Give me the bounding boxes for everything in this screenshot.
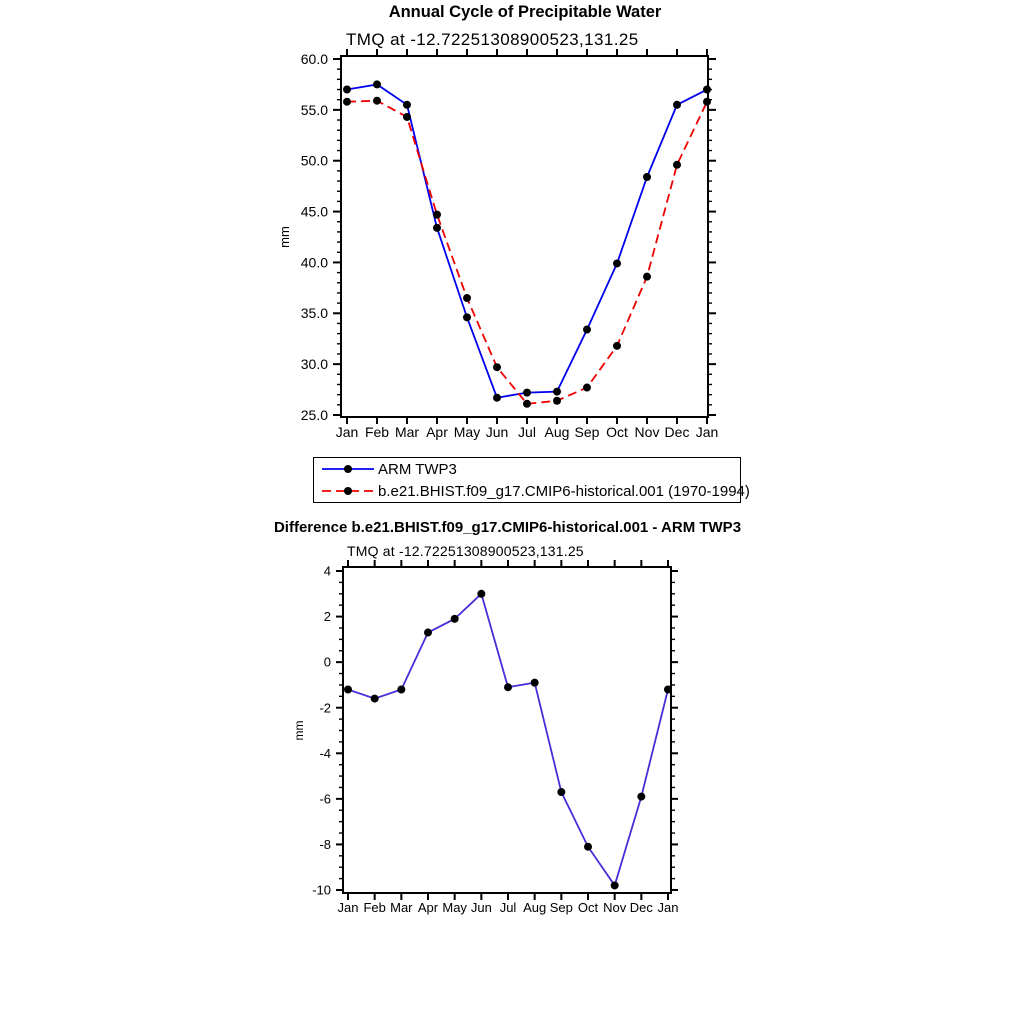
- top-chart: [277, 49, 718, 440]
- x-tick-label: May: [453, 424, 481, 440]
- x-tick-label: Jan: [335, 424, 359, 440]
- y-tick-label: 4: [323, 563, 331, 579]
- top-chart-y-axis-title: mm: [277, 226, 292, 248]
- data-point: [703, 98, 711, 106]
- x-tick-label: Nov: [603, 900, 627, 915]
- x-tick-label: Jan: [695, 424, 719, 440]
- data-point: [433, 211, 441, 219]
- data-point: [373, 97, 381, 105]
- x-tick-label: Apr: [426, 424, 448, 440]
- data-point: [463, 294, 471, 302]
- top-chart-frame: [341, 56, 708, 417]
- x-tick-label: Aug: [544, 424, 570, 440]
- bottom-chart-y-axis-title: mm: [292, 720, 306, 741]
- data-point: [523, 389, 531, 397]
- y-tick-label: 60.0: [300, 50, 328, 67]
- data-point: [493, 394, 501, 402]
- data-point: [584, 843, 592, 851]
- y-tick-label: 30.0: [300, 356, 328, 373]
- data-point: [557, 788, 565, 796]
- bottom-chart-title: Difference b.e21.BHIST.f09_g17.CMIP6-historical.001 - ARM TWP3: [273, 519, 742, 536]
- y-tick-label: -4: [319, 745, 331, 761]
- x-tick-label: Sep: [549, 900, 573, 915]
- top-chart-subtitle: TMQ at -12.72251308900523,131.25: [346, 30, 639, 49]
- x-tick-label: Feb: [364, 424, 390, 440]
- top-chart-series-line-0: [347, 84, 707, 397]
- legend-line-sample-solid: [320, 463, 376, 475]
- data-point: [673, 161, 681, 169]
- data-point: [613, 259, 621, 267]
- y-tick-label: -10: [312, 882, 331, 898]
- y-tick-label: 40.0: [300, 254, 328, 271]
- x-tick-label: Jan: [337, 900, 359, 915]
- data-point: [504, 683, 512, 691]
- y-tick-label: 45.0: [300, 203, 328, 220]
- data-point: [424, 629, 432, 637]
- legend-entry-model: [320, 481, 750, 502]
- data-point: [673, 101, 681, 109]
- x-tick-label: Jun: [470, 900, 492, 915]
- bottom-chart-frame: [343, 567, 671, 893]
- y-tick-label: 0: [323, 654, 331, 670]
- x-tick-label: Jun: [485, 424, 509, 440]
- data-point: [403, 101, 411, 109]
- y-tick-label: 25.0: [300, 406, 328, 423]
- data-point: [463, 313, 471, 321]
- data-point: [643, 173, 651, 181]
- data-point: [343, 98, 351, 106]
- data-point: [344, 685, 352, 693]
- legend-marker-dot: [344, 465, 352, 473]
- data-point: [664, 685, 672, 693]
- x-tick-label: Jul: [518, 424, 536, 440]
- x-tick-label: May: [442, 900, 467, 915]
- data-point: [343, 86, 351, 94]
- data-point: [703, 86, 711, 94]
- x-tick-label: Oct: [577, 900, 599, 915]
- y-tick-label: 50.0: [300, 152, 328, 169]
- y-tick-label: -6: [319, 791, 331, 807]
- data-point: [583, 326, 591, 334]
- legend-marker-dot: [344, 487, 352, 495]
- data-point: [643, 273, 651, 281]
- y-tick-label: 35.0: [300, 305, 328, 322]
- top-chart-title: Annual Cycle of Precipitable Water: [388, 3, 662, 21]
- data-point: [403, 113, 411, 121]
- data-point: [493, 363, 501, 371]
- data-point: [553, 388, 561, 396]
- data-point: [373, 80, 381, 88]
- y-tick-label: 55.0: [300, 101, 328, 118]
- x-tick-label: Sep: [574, 424, 600, 440]
- data-point: [397, 685, 405, 693]
- bottom-chart-subtitle: TMQ at -12.72251308900523,131.25: [347, 543, 584, 559]
- data-point: [477, 590, 485, 598]
- y-tick-label: -8: [319, 836, 331, 852]
- data-point: [613, 342, 621, 350]
- x-tick-label: Aug: [523, 900, 547, 915]
- data-point: [531, 679, 539, 687]
- legend-entry-arm-twp3: [320, 459, 740, 480]
- data-point: [371, 695, 379, 703]
- data-point: [583, 384, 591, 392]
- x-tick-label: Dec: [664, 424, 690, 440]
- data-point: [611, 881, 619, 889]
- x-tick-label: Dec: [629, 900, 653, 915]
- data-point: [553, 397, 561, 405]
- legend-label-arm-twp3: ARM TWP3: [378, 460, 457, 478]
- x-tick-label: Jul: [499, 900, 517, 915]
- legend: [313, 457, 750, 503]
- data-point: [637, 793, 645, 801]
- y-tick-label: 2: [323, 609, 331, 625]
- data-point: [433, 224, 441, 232]
- y-tick-label: -2: [319, 700, 331, 716]
- x-tick-label: Apr: [417, 900, 439, 915]
- legend-label-model: b.e21.BHIST.f09_g17.CMIP6-historical.001 (1970-1994): [378, 482, 750, 500]
- bottom-chart: [292, 560, 678, 915]
- bottom-chart-series-line-0: [348, 594, 668, 886]
- x-tick-label: Oct: [606, 424, 628, 440]
- data-point: [451, 615, 459, 623]
- x-tick-label: Feb: [363, 900, 386, 915]
- top-chart-series-line-1: [347, 101, 707, 404]
- x-tick-label: Nov: [634, 424, 660, 440]
- x-tick-label: Jan: [657, 900, 679, 915]
- x-tick-label: Mar: [394, 424, 420, 440]
- legend-line-sample-dashed: [320, 485, 376, 497]
- x-tick-label: Mar: [390, 900, 413, 915]
- data-point: [523, 400, 531, 408]
